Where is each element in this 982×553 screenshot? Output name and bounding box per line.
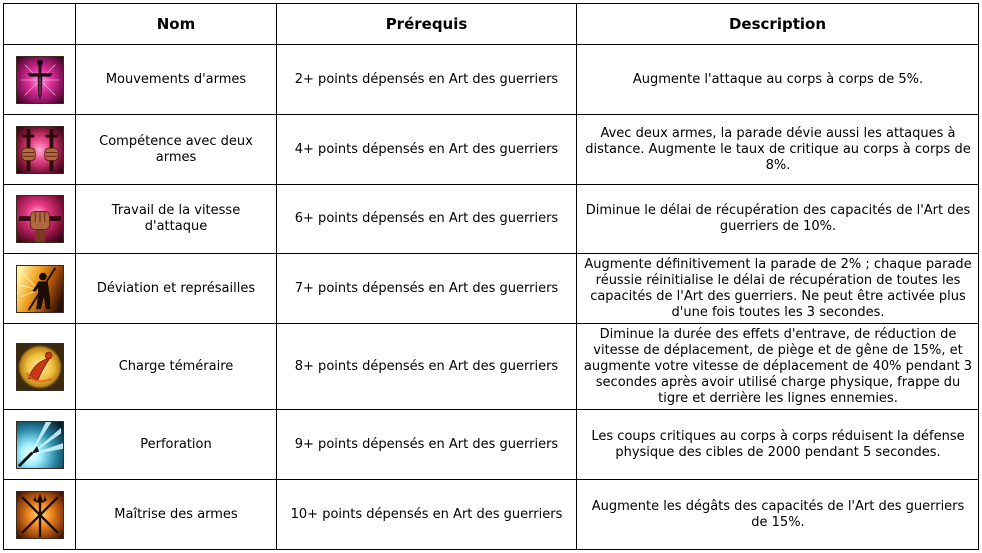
skill-icon-cell [4,45,76,115]
skill-name: Compétence avec deux armes [76,115,277,185]
column-header-icon [4,4,76,45]
skill-icon-cell [4,115,76,185]
fist-icon [16,195,64,243]
skill-prerequisite: 6+ points dépensés en Art des guerriers [277,185,577,254]
crossed-weapons-icon [16,491,64,539]
table-row [4,185,979,254]
column-header-prerequisites: Prérequis [277,4,577,45]
table-row [4,115,979,185]
skill-name: Perforation [76,410,277,480]
skill-prerequisite: 9+ points dépensés en Art des guerriers [277,410,577,480]
warrior-deflect-icon [16,265,64,313]
skill-description: Augmente définitivement la parade de 2% ; chaque parade réussie réinitialise le délai de récupération de toutes les capacités de l'Art des guerriers. Ne peut être activée plus d'une fois toutes les 3 secondes. [577,254,979,324]
skill-name: Déviation et représailles [76,254,277,324]
skill-description: Diminue la durée des effets d'entrave, de réduction de vitesse de déplacement, de piège et de gêne de 15%, et augmente votre vitesse de déplacement de 40% pendant 3 secondes après avoir utilisé charge physique, frappe du tigre et derrière les lignes ennemies. [577,324,979,410]
skill-prerequisite: 4+ points dépensés en Art des guerriers [277,115,577,185]
table-row [4,480,979,550]
column-header-description: Description [577,4,979,45]
skill-description: Diminue le délai de récupération des capacités de l'Art des guerriers de 10%. [577,185,979,254]
skill-description: Avec deux armes, la parade dévie aussi les attaques à distance. Augmente le taux de critique au corps à corps de 8%. [577,115,979,185]
sword-icon [16,56,64,104]
skill-icon-cell [4,410,76,480]
skill-prerequisite: 10+ points dépensés en Art des guerriers [277,480,577,550]
skill-name: Mouvements d'armes [76,45,277,115]
dual-weapons-icon [16,126,64,174]
table-row [4,324,979,410]
skill-description: Augmente l'attaque au corps à corps de 5%. [577,45,979,115]
skill-name: Travail de la vitesse d'attaque [76,185,277,254]
skill-prerequisite: 7+ points dépensés en Art des guerriers [277,254,577,324]
skill-prerequisite: 8+ points dépensés en Art des guerriers [277,324,577,410]
skill-icon-cell [4,185,76,254]
skill-name: Maîtrise des armes [76,480,277,550]
piercing-burst-icon [16,421,64,469]
table-row [4,45,979,115]
table-row [4,410,979,480]
skill-name: Charge téméraire [76,324,277,410]
skill-prerequisite: 2+ points dépensés en Art des guerriers [277,45,577,115]
skills-table [3,3,979,550]
column-header-name: Nom [76,4,277,45]
skill-icon-cell [4,324,76,410]
skill-icon-cell [4,254,76,324]
skill-description: Augmente les dégâts des capacités de l'Art des guerriers de 15%. [577,480,979,550]
table-header-row [4,4,979,45]
table-row [4,254,979,324]
skill-description: Les coups critiques au corps à corps réduisent la défense physique des cibles de 2000 pendant 5 secondes. [577,410,979,480]
skill-icon-cell [4,480,76,550]
charge-icon [16,343,64,391]
